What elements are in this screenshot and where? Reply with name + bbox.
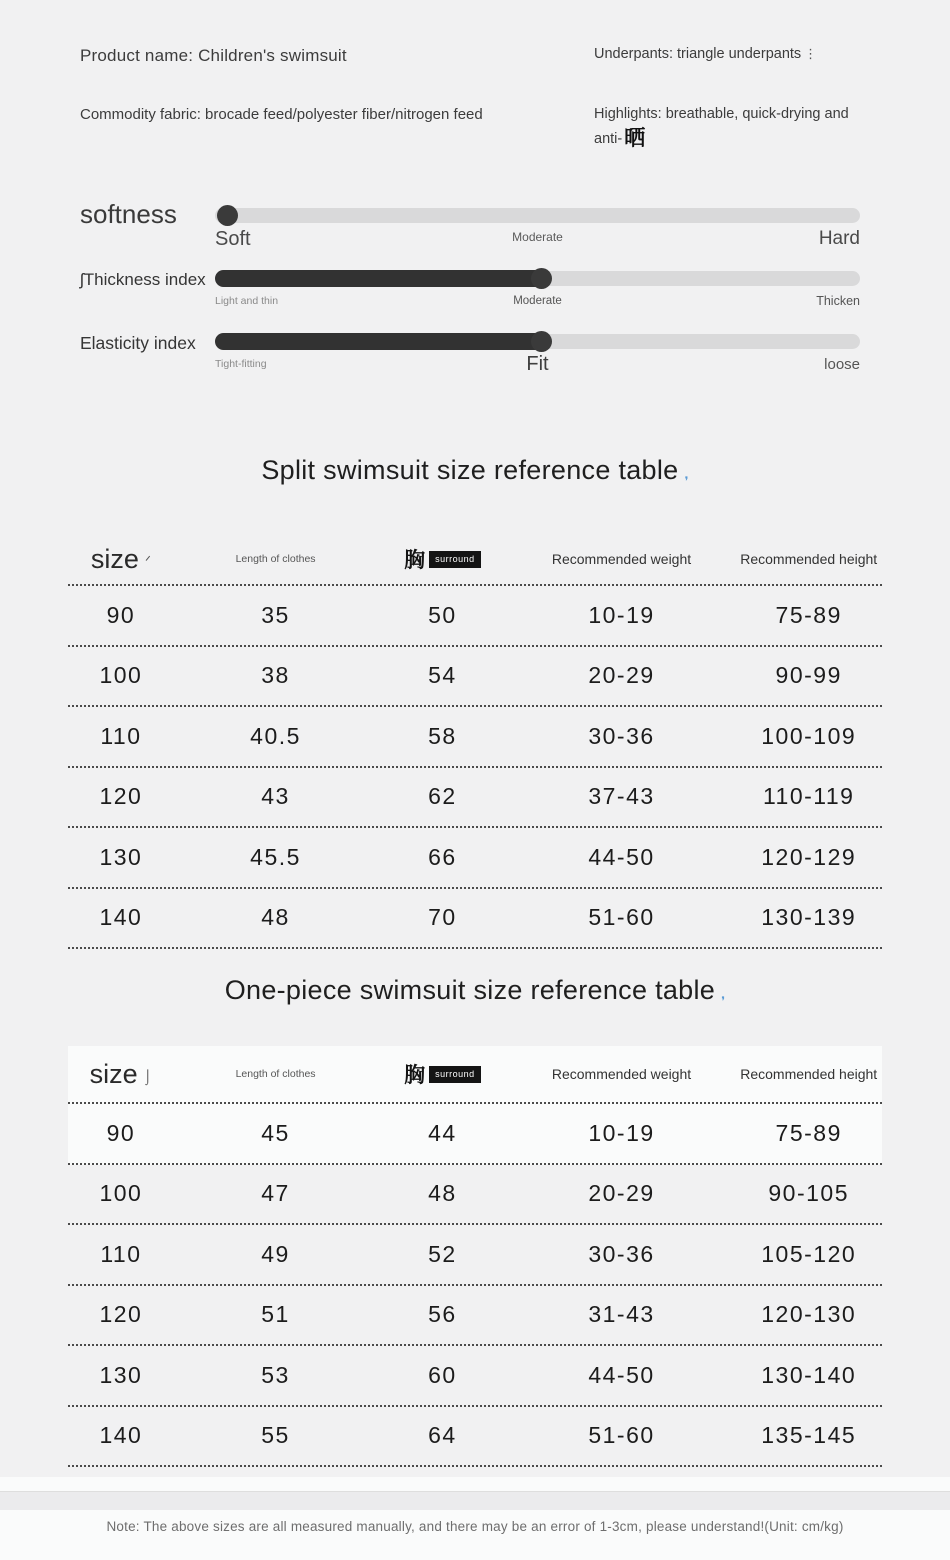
table-cell: 53: [261, 1361, 290, 1388]
table-cell: 35: [261, 601, 290, 628]
onepiece-table-header: [68, 1046, 882, 1104]
table-cell: 70: [428, 904, 457, 931]
size-mark: ᐟ: [144, 552, 151, 569]
header-weight: Recommended weight: [551, 551, 692, 567]
header-length: Length of clothes: [235, 1068, 316, 1080]
chest-character: 胸: [404, 1064, 426, 1087]
table-cell: 51-60: [588, 1422, 655, 1449]
table-cell: 90: [106, 601, 136, 628]
elasticity-handle: [531, 331, 552, 352]
table-cell: 20-29: [588, 1180, 655, 1207]
table-row: [68, 647, 882, 708]
table-cell: 31-43: [588, 1301, 655, 1328]
elasticity-track: [215, 334, 860, 349]
table-row: [68, 1225, 882, 1286]
table-cell: 58: [428, 722, 457, 749]
table-cell: 30-36: [588, 1240, 655, 1267]
table-cell: 55: [261, 1422, 290, 1449]
table-cell: 37-43: [588, 783, 655, 810]
thickness-mid-label: Moderate: [513, 295, 562, 307]
thickness-max-label: Thicken: [816, 294, 860, 308]
table-cell: 100: [99, 1180, 143, 1207]
table-cell: 54: [428, 662, 457, 689]
underpants-info: [594, 46, 872, 62]
elasticity-slider: [0, 334, 950, 397]
split-table-header: [68, 534, 882, 586]
elasticity-min-label: Tight-fitting: [215, 358, 267, 370]
elasticity-max-label: loose: [824, 356, 860, 373]
table-cell: 38: [261, 662, 290, 689]
table-cell: 66: [428, 843, 457, 870]
table-cell: 110-119: [762, 783, 855, 810]
softness-track: [215, 208, 860, 223]
softness-min-label: Soft: [215, 228, 251, 250]
size-mark: ⌡: [143, 1067, 153, 1084]
table-cell: 50: [428, 601, 457, 628]
table-cell: 10-19: [588, 1119, 655, 1146]
underpants-text: Underpants: triangle underpants: [594, 46, 802, 62]
table-cell: 90-105: [768, 1180, 850, 1207]
chest-character: 胸: [404, 549, 426, 572]
table-cell: 40.5: [250, 722, 301, 749]
table-cell: 64: [428, 1422, 457, 1449]
table-cell: 100: [99, 662, 143, 689]
elasticity-mid-label: Fit: [526, 353, 549, 375]
table-cell: 56: [428, 1301, 457, 1328]
header-height: Recommended height: [740, 551, 878, 567]
table-cell: 10-19: [588, 601, 655, 628]
table-row: [68, 828, 882, 889]
table-row: [68, 586, 882, 647]
header-size: size ⌡: [89, 1058, 153, 1089]
product-name: Product name: Children's swimsuit: [80, 46, 347, 65]
note-text: Note: The above sizes are all measured manually, and there may be an error of 1-3cm, please understand!(Unit: cm/kg): [106, 1519, 844, 1534]
table-row: [68, 768, 882, 829]
table-cell: 20-29: [588, 662, 655, 689]
thickness-label: ʃThickness index: [80, 270, 206, 289]
table-cell: 140: [99, 904, 143, 931]
split-size-table: [68, 534, 882, 949]
bottom-divider: [0, 1491, 950, 1510]
thickness-track: [215, 271, 860, 286]
elasticity-fill: [215, 333, 550, 350]
thickness-handle: [531, 268, 552, 289]
table-cell: 30-36: [588, 722, 655, 749]
table-cell: 45: [261, 1119, 290, 1146]
table-cell: 140: [99, 1422, 143, 1449]
softness-mid-label: Moderate: [512, 230, 563, 244]
table-cell: 105-120: [761, 1240, 857, 1267]
header-weight: Recommended weight: [551, 1066, 692, 1082]
table-row: [68, 707, 882, 768]
table-cell: 60: [428, 1361, 457, 1388]
table-cell: 90: [106, 1119, 136, 1146]
title-mark-icon: ❜: [684, 474, 689, 488]
table-cell: 62: [428, 783, 457, 810]
table-cell: 44: [428, 1119, 457, 1146]
table-row: [68, 1104, 882, 1165]
title-mark-icon: ❜: [721, 994, 726, 1008]
table-cell: 47: [261, 1180, 290, 1207]
table-cell: 49: [261, 1240, 290, 1267]
ellipsis-mark: ⋮: [804, 46, 818, 61]
table-cell: 45.5: [250, 843, 301, 870]
product-info: [0, 0, 950, 152]
softness-handle: [217, 205, 238, 226]
table-cell: 51-60: [588, 904, 655, 931]
onepiece-table-body: [68, 1104, 882, 1467]
table-cell: 120-129: [761, 843, 857, 870]
note-section: [0, 1477, 950, 1560]
table-cell: 120: [99, 1301, 143, 1328]
table-cell: 43: [261, 783, 290, 810]
softness-max-label: Hard: [818, 228, 860, 249]
header-chest: [377, 1059, 507, 1089]
table-cell: 52: [428, 1240, 457, 1267]
table-row: [68, 1286, 882, 1347]
split-table-title: Split swimsuit size reference table $_❜$: [261, 455, 689, 488]
onepiece-table-title: One-piece swimsuit size reference table $_❜$: [224, 975, 726, 1008]
table-cell: 110: [100, 722, 142, 749]
surround-badge: surround: [429, 551, 481, 568]
softness-label: softness: [80, 199, 177, 229]
table-cell: 44-50: [588, 1361, 655, 1388]
table-cell: 120-130: [761, 1301, 857, 1328]
table-cell: 44-50: [588, 843, 655, 870]
highlights-text: Highlights: breathable, quick-drying and anti-: [594, 106, 849, 147]
table-cell: 100-109: [761, 722, 857, 749]
thickness-slider: [0, 271, 950, 334]
header-length: Length of clothes: [235, 553, 316, 565]
table-cell: 51: [261, 1301, 290, 1328]
header-height: Recommended height: [740, 1066, 878, 1082]
table-row: [68, 1346, 882, 1407]
table-cell: 90-99: [775, 662, 842, 689]
table-cell: 130-140: [761, 1361, 857, 1388]
table-cell: 130: [99, 843, 143, 870]
table-cell: 135-145: [761, 1422, 857, 1449]
anti-sun-character: 晒: [624, 127, 646, 150]
fabric-info: Commodity fabric: brocade feed/polyester fiber/nitrogen feed: [80, 106, 483, 123]
table-cell: 75-89: [775, 601, 842, 628]
softness-slider: [0, 199, 950, 271]
highlights-info: [594, 106, 872, 152]
table-row: [68, 1165, 882, 1226]
table-row: [68, 1407, 882, 1468]
table-cell: 75-89: [775, 1119, 842, 1146]
table-cell: 48: [261, 904, 290, 931]
surround-badge: surround: [429, 1066, 481, 1083]
header-chest: [377, 544, 507, 574]
table-cell: 130: [99, 1361, 143, 1388]
attribute-sliders: [0, 199, 950, 397]
onepiece-size-table: [68, 1046, 882, 1467]
table-cell: 120: [99, 783, 143, 810]
thickness-min-label: Light and thin: [215, 295, 279, 307]
table-cell: 130-139: [761, 904, 857, 931]
elasticity-label: Elasticity index: [80, 333, 196, 353]
table-cell: 48: [428, 1180, 457, 1207]
thickness-fill: [215, 270, 550, 287]
table-row: [68, 889, 882, 950]
table-cell: 110: [100, 1240, 142, 1267]
header-size: size ᐟ: [90, 543, 151, 574]
split-table-body: [68, 586, 882, 949]
